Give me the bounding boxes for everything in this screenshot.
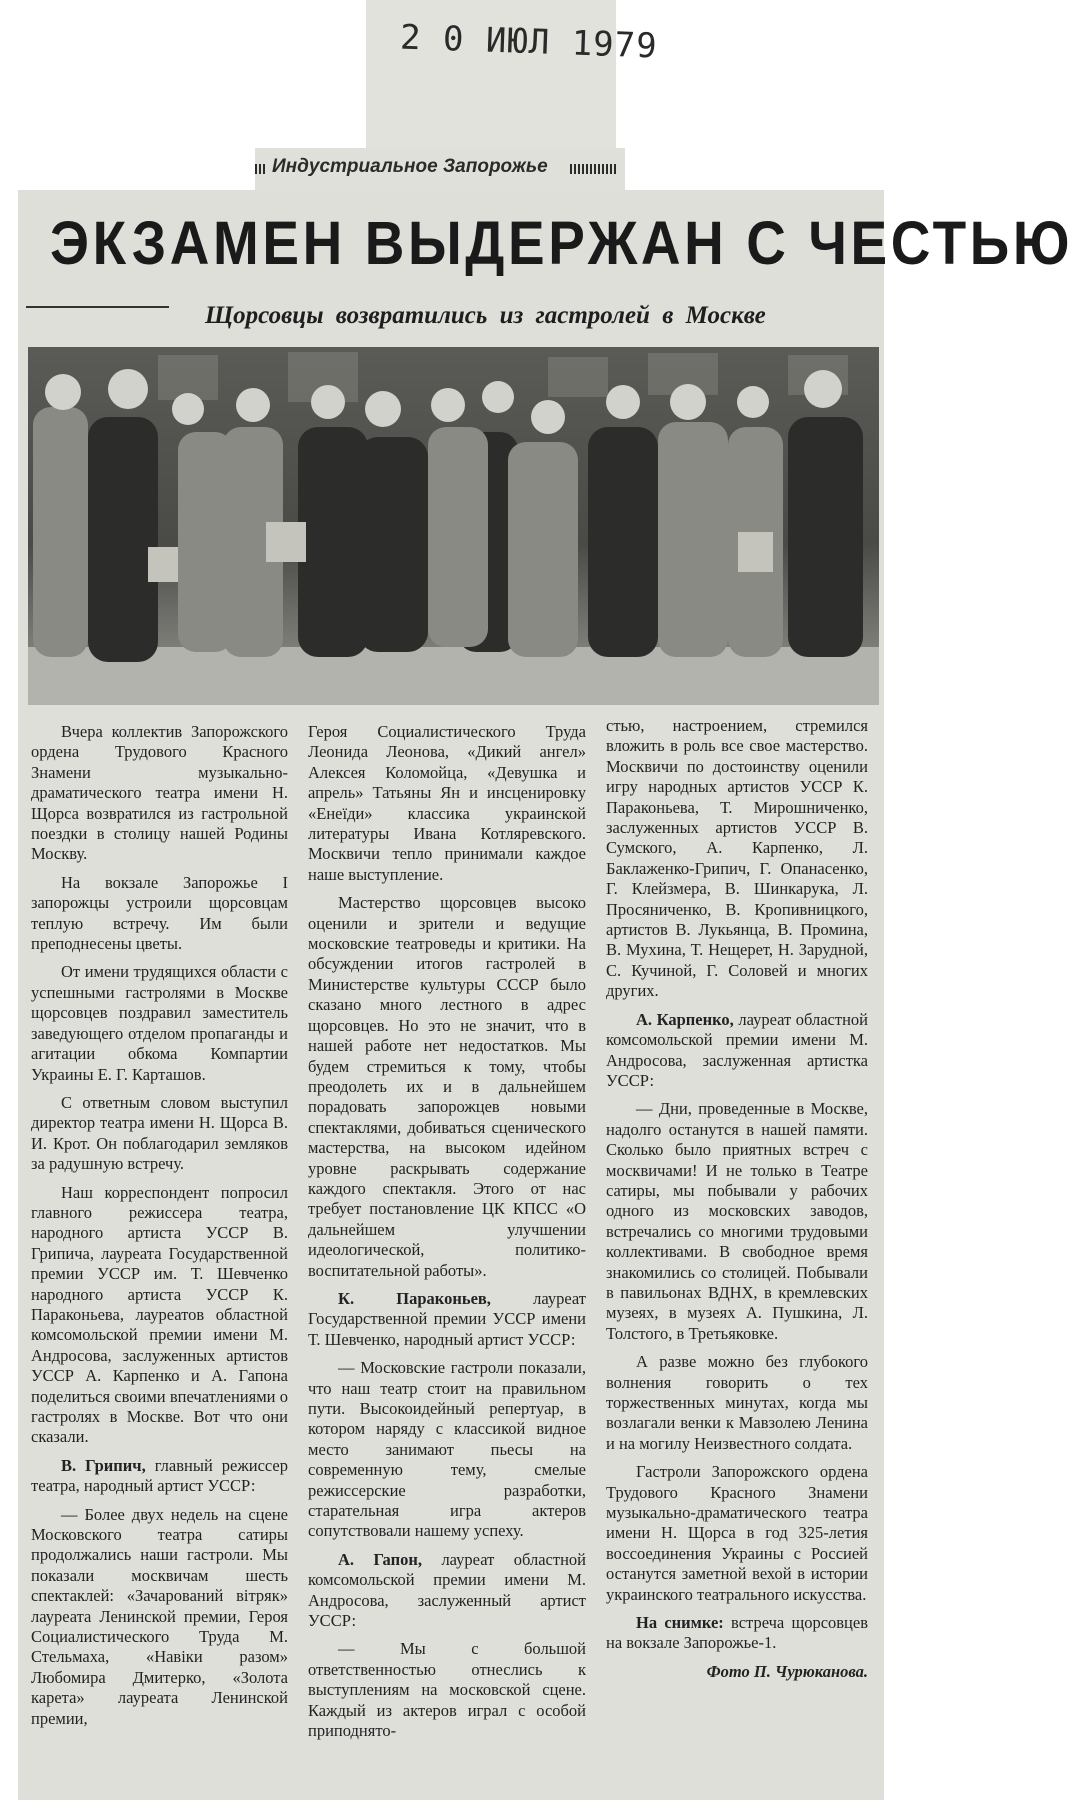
paragraph: — Московские гастроли показали, что наш театр стоит на правильном пути. Высокоидейный репертуар, в котором наряду с классикой видное место занимают пьесы на современную тему, смелые режиссерские разработки, старательная игра актеров сопутствовали нашему успеху. (308, 1358, 586, 1541)
date-stamp: 2 0 ИЮЛ 1979 (399, 17, 659, 67)
speaker-name: А. Карпенко, (636, 1009, 734, 1029)
group-photo (28, 347, 879, 705)
speaker-intro (606, 1010, 868, 1092)
speaker-role: главный режиссер театра, народный артист УССР: (31, 1455, 289, 1496)
decorative-hatch-left (255, 164, 267, 174)
speaker-intro (31, 1456, 288, 1497)
speaker-name: В. Грипич, (61, 1455, 146, 1475)
paragraph: стью, настроением, стремился вложить в роль все свое мастерство. Москвичи по достоинству оценили игру народных артистов УССР К. Параконьева, Т. Мирошниченко, заслуженных артистов УССР В. Сумского, А. Карпенко, Л. Баклаженко-Грипич, Г. Опанасенко, Г. Клейзмера, В. Шинкарука, Л. Просяниченко, В. Кропивницкого, артистов В. Лукьянца, В. Промина, В. Мухина, Т. Нещерет, Н. Зарудной, С. Кучиной, Г. Соловей и многих других. (606, 716, 868, 1001)
paragraph: Героя Социалистического Труда Леонида Леонова, «Дикий ангел» Алексея Коломойца, «Девушка и апрель» Татьяны Ян и инсценировку «Енеїди» классика украинской литературы Ивана Котляревского. Москвичи тепло принимали каждое наше выступление. (308, 722, 586, 884)
speaker-name: А. Гапон, (338, 1549, 422, 1569)
paragraph: — Дни, проведенные в Москве, надолго останутся в нашей памяти. Сколько было приятных встреч с москвичами! И не только в Театре сатиры, мы побывали у рабочих одного из московских заводов, встречались со многими трудовыми коллективами. В свободное время знакомились со столицей. Побывали в павильонах ВДНХ, в кремлевских музеях, в музеях А. Пушкина, Л. Толстого, в Третьяковке. (606, 1099, 868, 1343)
paragraph: — Более двух недель на сцене Московского театра сатиры продолжались наши гастроли. Мы показали москвичам шесть спектаклей: «Зачарований вітряк» лауреата Ленинской премии, Героя Социалистического Труда М. Стельмаха, «Навіки разом» Любомира Дмитерко, «Золота карета» лауреата Ленинской премии, (31, 1504, 288, 1728)
article-column-1 (31, 722, 288, 1737)
speaker-role: лауреат Государственной премии УССР имени Т. Шевченко, народный артист УССР: (308, 1288, 586, 1349)
paragraph: Гастроли Запорожского ордена Трудового Красного Знамени музыкально-драматического театра имени Н. Щорса в год 325-летия воссоединения Украины с Россией останутся заметной вехой в истории украинского театрального искусства. (606, 1462, 868, 1604)
speaker-intro (308, 1550, 586, 1632)
paragraph: — Мы с большой ответственностью отнеслись к выступлениям на московской сцене. Каждый из актеров играл с особой приподнято- (308, 1639, 586, 1741)
group-photo-image (28, 347, 879, 705)
photo-credit: Фото П. Чурюканова. (706, 1661, 868, 1681)
paragraph: А разве можно без глубокого волнения говорить о тех торжественных минутах, когда мы возлагали венки к Мавзолею Ленина и на могилу Неизвестного солдата. (606, 1352, 868, 1453)
article-column-2 (308, 722, 586, 1750)
speaker-role: лауреат областной комсомольской премии имени М. Андросова, заслуженный артист УССР: (308, 1549, 586, 1631)
caption-label: На снимке: (636, 1613, 724, 1633)
newspaper-name: Индустриальное Запорожье (272, 156, 548, 177)
photo-caption (606, 1613, 868, 1654)
paragraph: С ответным словом выступил директор театра имени Н. Щорса В. И. Крот. Он поблагодарил земляков за радушную встречу. (31, 1092, 288, 1174)
paragraph: Наш корреспондент попросил главного режиссера театра, народного артиста УССР В. Грипича, лауреата Государственной премии УССР им. Т. Шевченко народного артиста УССР К. Параконьева, лауреатов областной комсомольской премии имени М. Андросова, заслуженных артистов УССР А. Карпенко и А. Гапона поделиться своими впечатлениями о гастролях в Москве. Вот что они сказали. (31, 1182, 288, 1447)
decorative-hatch (570, 164, 618, 174)
paragraph: От имени трудящихся области с успешными гастролями в Москве щорсовцев поздравил заместитель заведующего отделом пропаганды и агитации обкома Компартии Украины Е. Г. Карташов. (31, 962, 288, 1084)
caption-text: встреча щорсовцев на вокзале Запорожье-1. (606, 1613, 868, 1653)
divider-rule (26, 306, 169, 308)
headline: ЭКЗАМЕН ВЫДЕРЖАН С ЧЕСТЬЮ (50, 209, 1073, 277)
paragraph: Вчера коллектив Запорожского ордена Трудового Красного Знамени музыкально-драматического театра имени Н. Щорса возвратился из гастрольной поездки в столицу нашей Родины Москву. (31, 722, 288, 864)
speaker-intro (308, 1289, 586, 1350)
speaker-name: К. Параконьев, (338, 1288, 491, 1308)
article-column-3 (606, 716, 868, 1690)
paragraph: На вокзале Запорожье I запорожцы устроили щорсовцам теплую встречу. Им были преподнесены цветы. (31, 872, 288, 954)
paragraph: Мастерство щорсовцев высоко оценили и зрители и ведущие московские театроведы и критики. На обсуждении итогов гастролей в Министерстве культуры СССР было сказано много лестного в адрес щорсовцев. Но это не значит, что в нашей работе нет недостатков. Мы будем стремиться к тому, чтобы преодолеть их и в дальнейшем порадовать запорожцев новыми спектаклями, добиваться сценического мастерства, на высоком идейном уровне раскрывать содержание каждого спектакля. Этого от нас требует постановление ЦК КПСС «О дальнейшем улучшении идеологической, политико-воспитательной работы». (308, 893, 586, 1280)
subheadline: Щорсовцы возвратились из гастролей в Москве (205, 302, 766, 329)
speaker-role: лауреат областной комсомольской премии имени М. Андросова, заслуженная артистка УССР: (606, 1009, 868, 1090)
